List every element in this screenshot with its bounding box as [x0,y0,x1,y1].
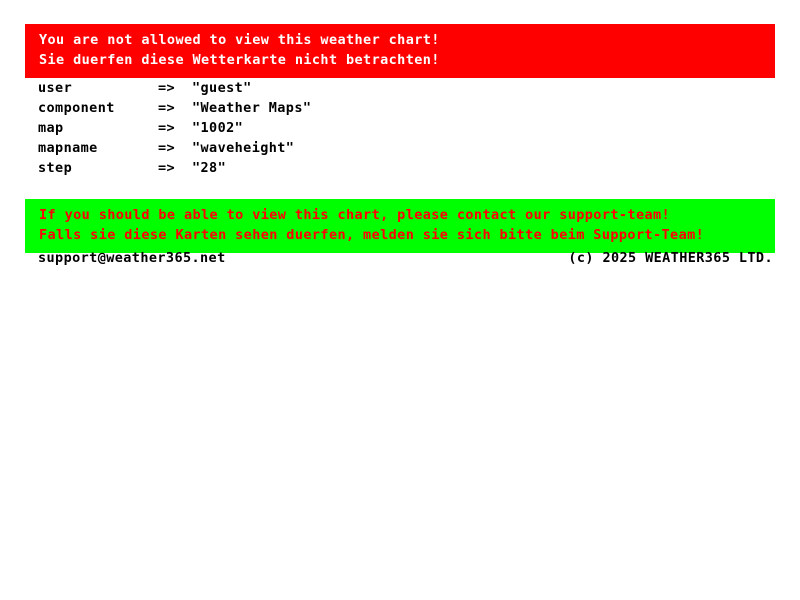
parameter-key: user [38,80,73,96]
info-banner [25,199,775,253]
error-banner-line-de: Sie duerfen diese Wetterkarte nicht betrachten! [39,52,440,68]
arrow-icon: => [158,140,176,156]
parameter-value: "1002" [192,120,244,136]
support-email-link[interactable]: support@weather365.net [38,250,226,266]
info-banner-line-de: Falls sie diese Karten sehen duerfen, melden sie sich bitte beim Support-Team! [39,227,705,243]
parameter-value: "guest" [192,80,252,96]
footer [38,250,773,266]
table-row [38,100,311,120]
arrow-icon: => [158,80,176,96]
error-banner-line-en: You are not allowed to view this weather chart! [39,32,440,48]
arrow-icon: => [158,100,176,116]
parameter-key: mapname [38,140,98,156]
parameter-key: map [38,120,64,136]
table-row [38,160,311,180]
parameter-key: component [38,100,115,116]
parameter-table [38,80,311,180]
parameter-value: "28" [192,160,227,176]
info-banner-line-en: If you should be able to view this chart, please contact our support-team! [39,207,671,223]
arrow-icon: => [158,120,176,136]
parameter-key: step [38,160,73,176]
copyright-notice: (c) 2025 WEATHER365 LTD. [568,250,773,266]
parameter-value: "Weather Maps" [192,100,312,116]
error-banner [25,24,775,78]
table-row [38,120,311,140]
table-row [38,80,311,100]
arrow-icon: => [158,160,176,176]
parameter-list [38,80,311,180]
parameter-value: "waveheight" [192,140,295,156]
table-row [38,140,311,160]
